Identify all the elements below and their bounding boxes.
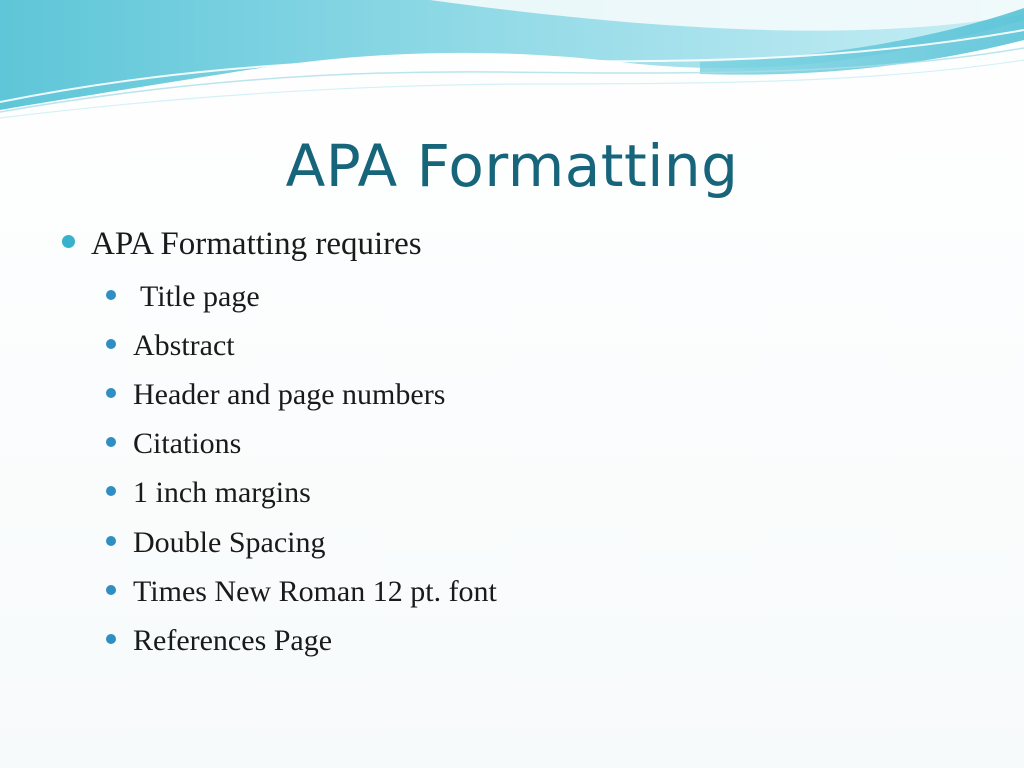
list-item <box>106 272 497 321</box>
sub-bullet-list <box>106 272 497 666</box>
list-item <box>106 420 497 469</box>
sub-bullet-text: 1 inch margins <box>133 476 311 510</box>
sub-bullet-text: Header and page numbers <box>133 377 446 411</box>
sub-bullet-text: Times New Roman 12 pt. font <box>133 574 497 608</box>
sub-bullet-text: References Page <box>133 623 333 657</box>
bullet-dot-icon <box>106 585 116 595</box>
sub-bullet-text: Abstract <box>133 328 235 362</box>
list-item <box>106 321 497 370</box>
list-item <box>106 567 497 616</box>
main-bullet-text: APA Formatting requires <box>91 226 422 262</box>
list-item <box>106 616 497 665</box>
bullet-dot-icon <box>106 290 116 300</box>
bullet-dot-icon <box>106 536 116 546</box>
list-item <box>106 469 497 518</box>
bullet-dot-icon <box>62 235 75 248</box>
bullet-dot-icon <box>106 437 116 447</box>
sub-bullet-text: Title page <box>133 279 260 313</box>
list-item <box>106 518 497 567</box>
list-item <box>106 370 497 419</box>
bullet-dot-icon <box>106 339 116 349</box>
sub-bullet-text: Double Spacing <box>133 525 326 559</box>
bullet-dot-icon <box>106 388 116 398</box>
sub-bullet-text: Citations <box>133 427 242 461</box>
slide-title: APA Formatting <box>285 132 739 200</box>
bullet-dot-icon <box>106 634 116 644</box>
bullet-dot-icon <box>106 486 116 496</box>
main-bullet <box>62 222 422 266</box>
